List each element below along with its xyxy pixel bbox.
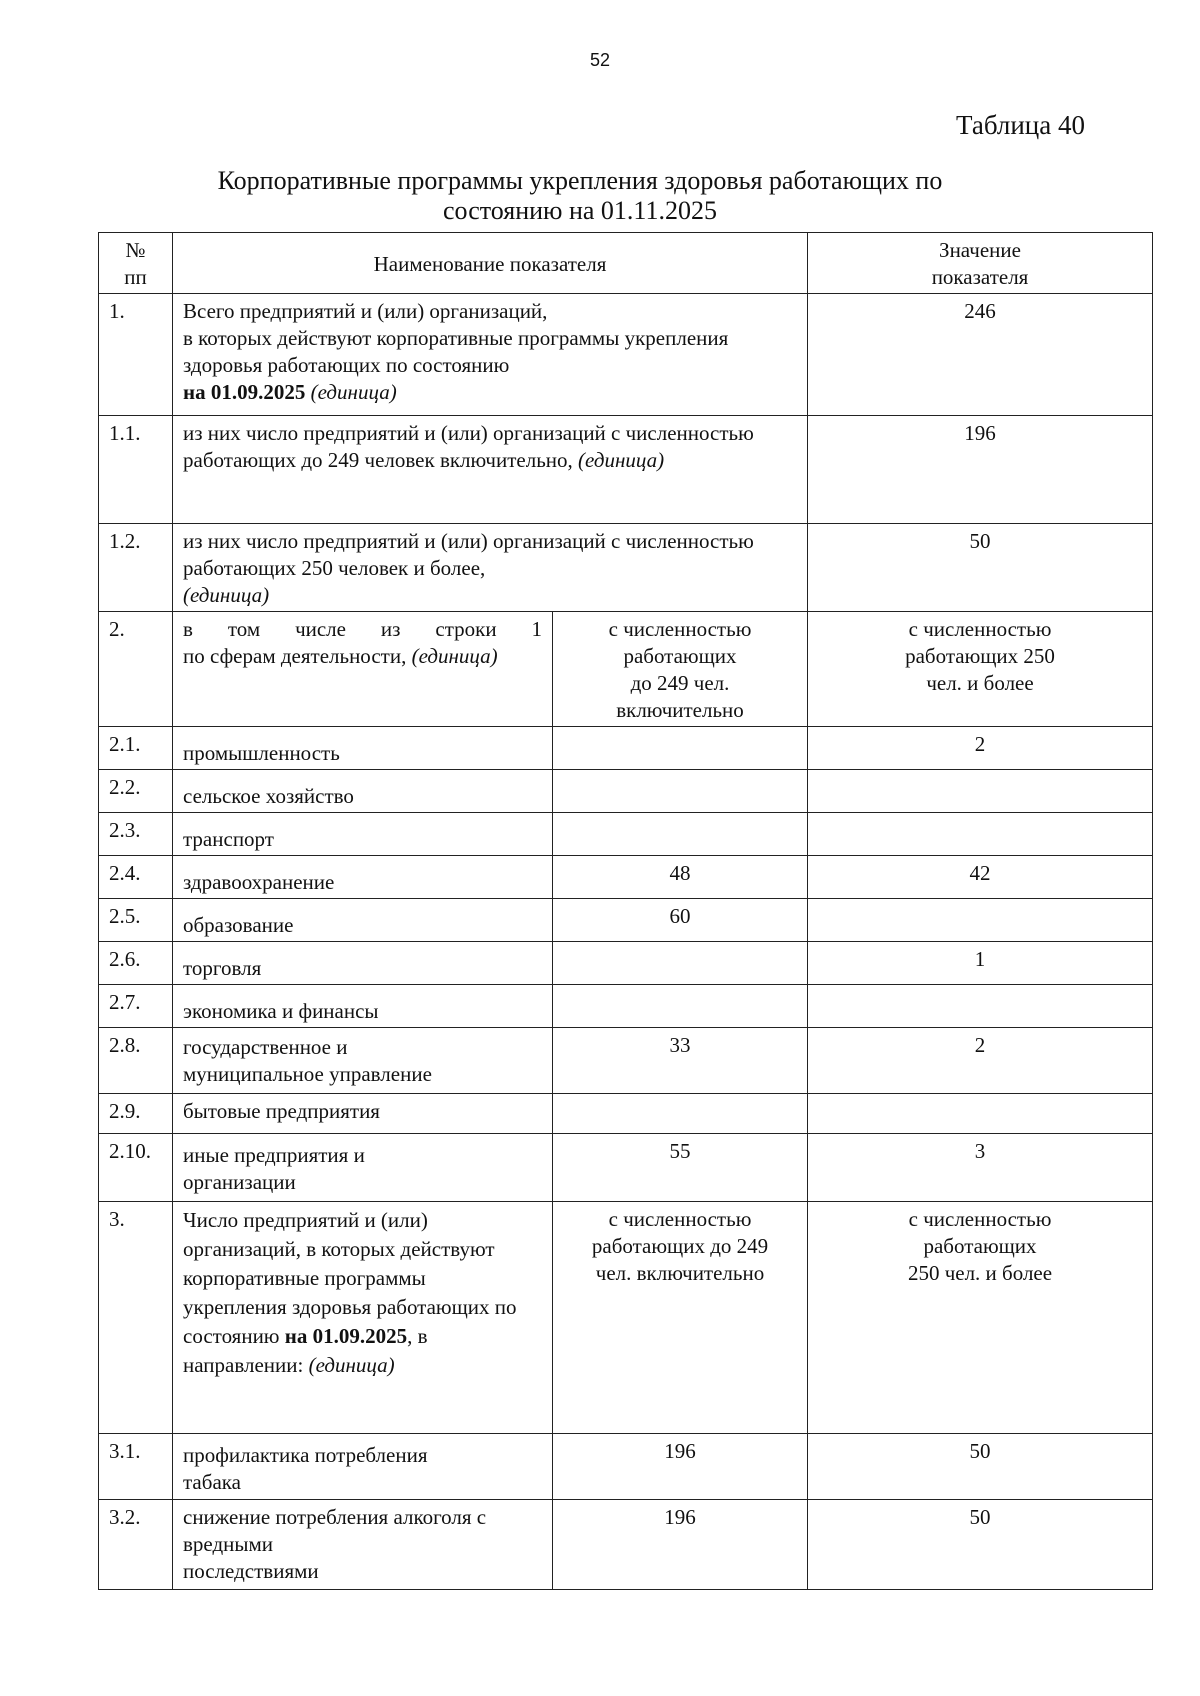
row-number: 2.8. — [99, 1028, 173, 1094]
table-row — [99, 1202, 1153, 1434]
title-line: Корпоративные программы укрепления здоровья работающих по — [217, 166, 943, 195]
indicators-table — [98, 232, 1153, 1590]
row-value: 50 — [808, 524, 1153, 612]
row-number: 2.2. — [99, 770, 173, 813]
header-value-cell: Значение показателя — [808, 233, 1153, 294]
table-row — [99, 1028, 1153, 1094]
row-sector-name: государственное и муниципальное управление — [173, 1028, 553, 1094]
row-value-small — [553, 985, 808, 1028]
row-value-large: 2 — [808, 1028, 1153, 1094]
row-number: 2.4. — [99, 856, 173, 899]
table-row — [99, 770, 1153, 813]
row-value-large: 3 — [808, 1134, 1153, 1202]
row-direction-name: профилактика потребления табака — [173, 1434, 553, 1500]
column-header-large-enterprises: с численностью работающих 250 чел. и более — [808, 612, 1153, 727]
row-indicator-name: из них число предприятий и (или) организаций с численностью работающих 250 человек и более, (единица) — [173, 524, 808, 612]
table-label: Таблица 40 — [956, 110, 1085, 140]
table-row — [99, 985, 1153, 1028]
table-row — [99, 856, 1153, 899]
row-sector-name: транспорт — [173, 813, 553, 856]
column-header-small-enterprises: с численностью работающих до 249 чел. включительно — [553, 1202, 808, 1434]
row-indicator-name: в том числе из строки 1 по сферам деятельности, (единица) — [173, 612, 553, 727]
table-row — [99, 294, 1153, 416]
table-row — [99, 727, 1153, 770]
row-value-small — [553, 813, 808, 856]
table-row — [99, 1434, 1153, 1500]
table-row — [99, 1094, 1153, 1134]
row-value-large — [808, 813, 1153, 856]
row-number: 3. — [99, 1202, 173, 1434]
row-number: 1.1. — [99, 416, 173, 524]
row-number: 1. — [99, 294, 173, 416]
row-sector-name: здравоохранение — [173, 856, 553, 899]
row-number: 2.5. — [99, 899, 173, 942]
document-title — [160, 166, 1000, 226]
table-row — [99, 1500, 1153, 1590]
row-value-small — [553, 1094, 808, 1134]
row-sector-name: экономика и финансы — [173, 985, 553, 1028]
table-row — [99, 612, 1153, 727]
row-value-small: 196 — [553, 1500, 808, 1590]
row-value-small — [553, 942, 808, 985]
row-sector-name: сельское хозяйство — [173, 770, 553, 813]
row-number: 2.9. — [99, 1094, 173, 1134]
column-header-small-enterprises: с численностью работающих до 249 чел. включительно — [553, 612, 808, 727]
table-row — [99, 1134, 1153, 1202]
row-value-large — [808, 985, 1153, 1028]
row-value-small — [553, 727, 808, 770]
row-value: 196 — [808, 416, 1153, 524]
row-value-large — [808, 899, 1153, 942]
row-number: 2.1. — [99, 727, 173, 770]
row-direction-name: снижение потребления алкоголя с вредными последствиями — [173, 1500, 553, 1590]
row-number: 2.3. — [99, 813, 173, 856]
row-value-large: 50 — [808, 1434, 1153, 1500]
row-number: 3.1. — [99, 1434, 173, 1500]
row-value-large: 1 — [808, 942, 1153, 985]
row-indicator-name: из них число предприятий и (или) организаций с численностью работающих до 249 человек включительно, (единица) — [173, 416, 808, 524]
table-row — [99, 942, 1153, 985]
column-header-large-enterprises: с численностью работающих 250 чел. и более — [808, 1202, 1153, 1434]
header-number-cell: № пп — [99, 233, 173, 294]
row-sector-name: иные предприятия и организации — [173, 1134, 553, 1202]
title-line: состоянию на 01.11.2025 — [443, 196, 717, 225]
table-row — [99, 813, 1153, 856]
row-value: 246 — [808, 294, 1153, 416]
row-value-large — [808, 770, 1153, 813]
row-value-small: 196 — [553, 1434, 808, 1500]
row-value-large: 2 — [808, 727, 1153, 770]
table-row — [99, 416, 1153, 524]
row-indicator-name: Число предприятий и (или) организаций, в которых действуют корпоративные программы укрепления здоровья работающих по состоянию на 01.09.2025, в направлении: (единица) — [173, 1202, 553, 1434]
row-sector-name: образование — [173, 899, 553, 942]
row-sector-name: бытовые предприятия — [173, 1094, 553, 1134]
row-number: 2. — [99, 612, 173, 727]
row-value-large — [808, 1094, 1153, 1134]
row-indicator-name: Всего предприятий и (или) организаций, в которых действуют корпоративные программы укрепления здоровья работающих по состоянию на 01.09.2025 (единица) — [173, 294, 808, 416]
table-row — [99, 524, 1153, 612]
row-value-small: 48 — [553, 856, 808, 899]
row-value-large: 50 — [808, 1500, 1153, 1590]
row-value-small — [553, 770, 808, 813]
row-value-small: 55 — [553, 1134, 808, 1202]
row-number: 2.6. — [99, 942, 173, 985]
row-value-small: 33 — [553, 1028, 808, 1094]
row-sector-name: промышленность — [173, 727, 553, 770]
header-name-cell: Наименование показателя — [173, 233, 808, 294]
row-number: 2.10. — [99, 1134, 173, 1202]
row-number: 3.2. — [99, 1500, 173, 1590]
row-sector-name: торговля — [173, 942, 553, 985]
row-number: 2.7. — [99, 985, 173, 1028]
table-header-row — [99, 233, 1153, 294]
table-row — [99, 899, 1153, 942]
row-value-small: 60 — [553, 899, 808, 942]
page-number: 52 — [589, 50, 611, 70]
row-value-large: 42 — [808, 856, 1153, 899]
row-number: 1.2. — [99, 524, 173, 612]
